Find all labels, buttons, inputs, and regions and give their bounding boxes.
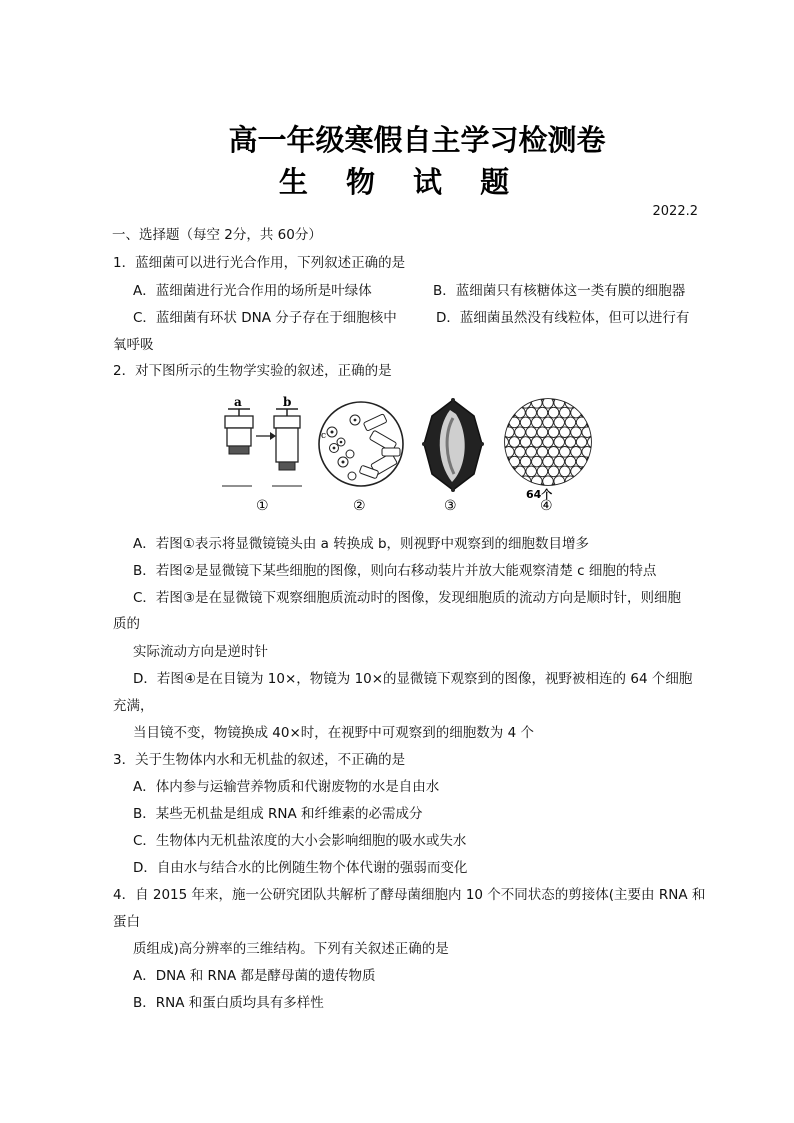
q4-stem-line1: 4．自 2015 年来，施一公研究团队共解析了酵母菌细胞内 10 个不同状态的剪接体(主要由 RNA 和 xyxy=(113,887,706,903)
field-cell xyxy=(543,417,554,428)
field-cell xyxy=(576,437,587,448)
q2-figure xyxy=(210,392,610,522)
field-cell xyxy=(487,456,498,467)
field-cell xyxy=(582,486,593,497)
field-cell xyxy=(571,427,582,438)
panel-4-cell-field xyxy=(487,388,615,514)
exam-title: 高一年级寒假自主学习检测卷 xyxy=(228,123,606,157)
q1-option-b: B．蓝细菌只有核糖体这一类有膜的细胞器 xyxy=(433,283,686,299)
field-cell xyxy=(537,388,548,399)
q4-option-b: B．RNA 和蛋白质均具有多样性 xyxy=(133,995,324,1011)
field-cell xyxy=(548,466,559,477)
field-cell xyxy=(515,447,526,458)
field-cell xyxy=(543,437,554,448)
caption-3: ③ xyxy=(444,498,457,514)
field-cell xyxy=(548,427,559,438)
field-cell xyxy=(492,388,503,399)
field-cell xyxy=(509,456,520,467)
field-cell xyxy=(576,476,587,487)
field-cell xyxy=(492,447,503,458)
microscope-figure-svg xyxy=(210,392,610,522)
field-cell xyxy=(588,476,599,487)
q2-option-d-line2: 充满， xyxy=(113,698,154,714)
field-cell xyxy=(526,447,537,458)
field-cell xyxy=(554,437,565,448)
section-heading: 一、选择题（每空 2分，共 60分） xyxy=(112,227,322,243)
field-cell xyxy=(526,427,537,438)
field-cell xyxy=(548,388,559,399)
label-a: a xyxy=(234,395,242,409)
field-cell xyxy=(560,447,571,458)
field-cell xyxy=(565,417,576,428)
q3-stem: 3．关于生物体内水和无机盐的叙述，不正确的是 xyxy=(113,752,406,768)
field-cell xyxy=(515,427,526,438)
field-cell xyxy=(599,417,610,428)
field-cell xyxy=(515,388,526,399)
field-cell xyxy=(560,388,571,399)
field-cell xyxy=(565,437,576,448)
field-cell xyxy=(604,388,615,399)
q2-option-b: B．若图②是显微镜下某些细胞的图像，则向右移动装片并放大能观察清楚 c 细胞的特点 xyxy=(133,563,657,579)
field-cell xyxy=(487,398,498,409)
q1-option-d: D．蓝细菌虽然没有线粒体，但可以进行有 xyxy=(436,310,690,326)
field-cell xyxy=(588,456,599,467)
q3-option-d: D．自由水与结合水的比例随生物个体代谢的强弱而变化 xyxy=(133,860,468,876)
field-cell xyxy=(588,437,599,448)
q3-option-b: B．某些无机盐是组成 RNA 和纤维素的必需成分 xyxy=(133,806,423,822)
field-cell xyxy=(537,447,548,458)
field-cell xyxy=(576,398,587,409)
q2-option-d-line3: 当目镜不变，物镜换成 40×时，在视野中可观察到的细胞数为 4 个 xyxy=(133,725,534,741)
field-cell xyxy=(498,437,509,448)
field-cell xyxy=(492,466,503,477)
field-cell xyxy=(599,398,610,409)
field-cell xyxy=(593,407,604,418)
q1-option-c: C．蓝细菌有环状 DNA 分子存在于细胞核中 xyxy=(133,310,397,326)
q2-stem: 2．对下图所示的生物学实验的叙述，正确的是 xyxy=(113,363,392,379)
field-cell xyxy=(593,447,604,458)
field-cell xyxy=(498,476,509,487)
field-cell xyxy=(593,388,604,399)
panel-2-cells xyxy=(319,402,403,514)
field-cell xyxy=(593,427,604,438)
field-cell xyxy=(593,466,604,477)
q1-option-d-cont: 氧呼吸 xyxy=(113,337,154,353)
field-cell xyxy=(532,417,543,428)
field-cell xyxy=(504,388,515,399)
field-cell xyxy=(487,417,498,428)
q3-option-c: C．生物体内无机盐浓度的大小会影响细胞的吸水或失水 xyxy=(133,833,467,849)
q4-option-a: A．DNA 和 RNA 都是酵母菌的遗传物质 xyxy=(133,968,376,984)
caption-4: ④ xyxy=(540,498,553,514)
field-cell xyxy=(537,427,548,438)
field-cell xyxy=(509,437,520,448)
field-cell xyxy=(560,427,571,438)
field-cell xyxy=(532,456,543,467)
q2-option-a: A．若图①表示将显微镜镜头由 a 转换成 b，则视野中观察到的细胞数目增多 xyxy=(133,536,590,552)
field-cell xyxy=(604,486,615,497)
field-cell xyxy=(498,417,509,428)
field-cell xyxy=(560,466,571,477)
caption-2: ② xyxy=(353,498,366,514)
field-cell xyxy=(526,388,537,399)
field-cell xyxy=(560,486,571,497)
field-cell xyxy=(599,437,610,448)
caption-1: ① xyxy=(256,498,269,514)
q2-option-c-line3: 实际流动方向是逆时针 xyxy=(133,644,268,660)
field-cell xyxy=(588,398,599,409)
field-cell xyxy=(537,407,548,418)
field-cell xyxy=(492,427,503,438)
field-cell xyxy=(498,456,509,467)
field-cell xyxy=(548,447,559,458)
field-cell xyxy=(565,456,576,467)
field-cell xyxy=(526,407,537,418)
q1-option-a: A．蓝细菌进行光合作用的场所是叶绿体 xyxy=(133,283,372,299)
field-cell xyxy=(520,437,531,448)
field-cell xyxy=(560,407,571,418)
field-cell xyxy=(571,486,582,497)
exam-subtitle: 生 物 试 题 xyxy=(278,165,524,199)
q2-option-d-line1: D．若图④是在目镜为 10×，物镜为 10×的显微镜下观察到的图像，视野被相连的 64 个细胞 xyxy=(133,671,693,687)
field-cell xyxy=(509,476,520,487)
field-cell xyxy=(526,466,537,477)
exam-date: 2022.2 xyxy=(652,204,698,219)
field-cell xyxy=(604,407,615,418)
field-cell xyxy=(554,456,565,467)
q1-stem: 1．蓝细菌可以进行光合作用，下列叙述正确的是 xyxy=(113,255,406,271)
panel-1-lenses xyxy=(222,395,302,514)
q2-option-c-line1: C．若图③是在显微镜下观察细胞质流动时的图像，发现细胞质的流动方向是顺时针，则细胞 xyxy=(133,590,682,606)
field-cell xyxy=(509,398,520,409)
field-cell xyxy=(537,466,548,477)
field-cell xyxy=(604,447,615,458)
field-cell xyxy=(599,476,610,487)
field-cell xyxy=(604,427,615,438)
field-cell xyxy=(571,388,582,399)
field-cell xyxy=(520,456,531,467)
field-cell xyxy=(492,486,503,497)
q2-option-c-line2: 质的 xyxy=(113,616,140,632)
q4-stem-line2: 蛋白 xyxy=(113,914,140,930)
field-cell xyxy=(487,476,498,487)
field-cell xyxy=(576,456,587,467)
field-cell xyxy=(492,407,503,418)
field-cell xyxy=(576,417,587,428)
q4-stem-line3: 质组成)高分辨率的三维结构。下列有关叙述正确的是 xyxy=(133,941,449,957)
field-cell xyxy=(554,417,565,428)
field-cell xyxy=(520,417,531,428)
panel-3-leaf-cell xyxy=(422,398,484,514)
field-cell xyxy=(543,456,554,467)
q3-option-a: A．体内参与运输营养物质和代谢废物的水是自由水 xyxy=(133,779,440,795)
field-cell xyxy=(515,486,526,497)
field-cell xyxy=(548,407,559,418)
field-cell xyxy=(504,486,515,497)
field-cell xyxy=(487,437,498,448)
field-cell xyxy=(571,447,582,458)
field-cell xyxy=(509,417,520,428)
field-cell xyxy=(593,486,604,497)
field-cell xyxy=(582,388,593,399)
field-cell xyxy=(498,398,509,409)
field-cell xyxy=(599,456,610,467)
cell-count-label: 64个 xyxy=(526,488,553,501)
label-c: c xyxy=(321,431,327,441)
field-cell xyxy=(588,417,599,428)
field-cell xyxy=(532,437,543,448)
field-cell xyxy=(604,466,615,477)
label-b: b xyxy=(283,395,292,409)
